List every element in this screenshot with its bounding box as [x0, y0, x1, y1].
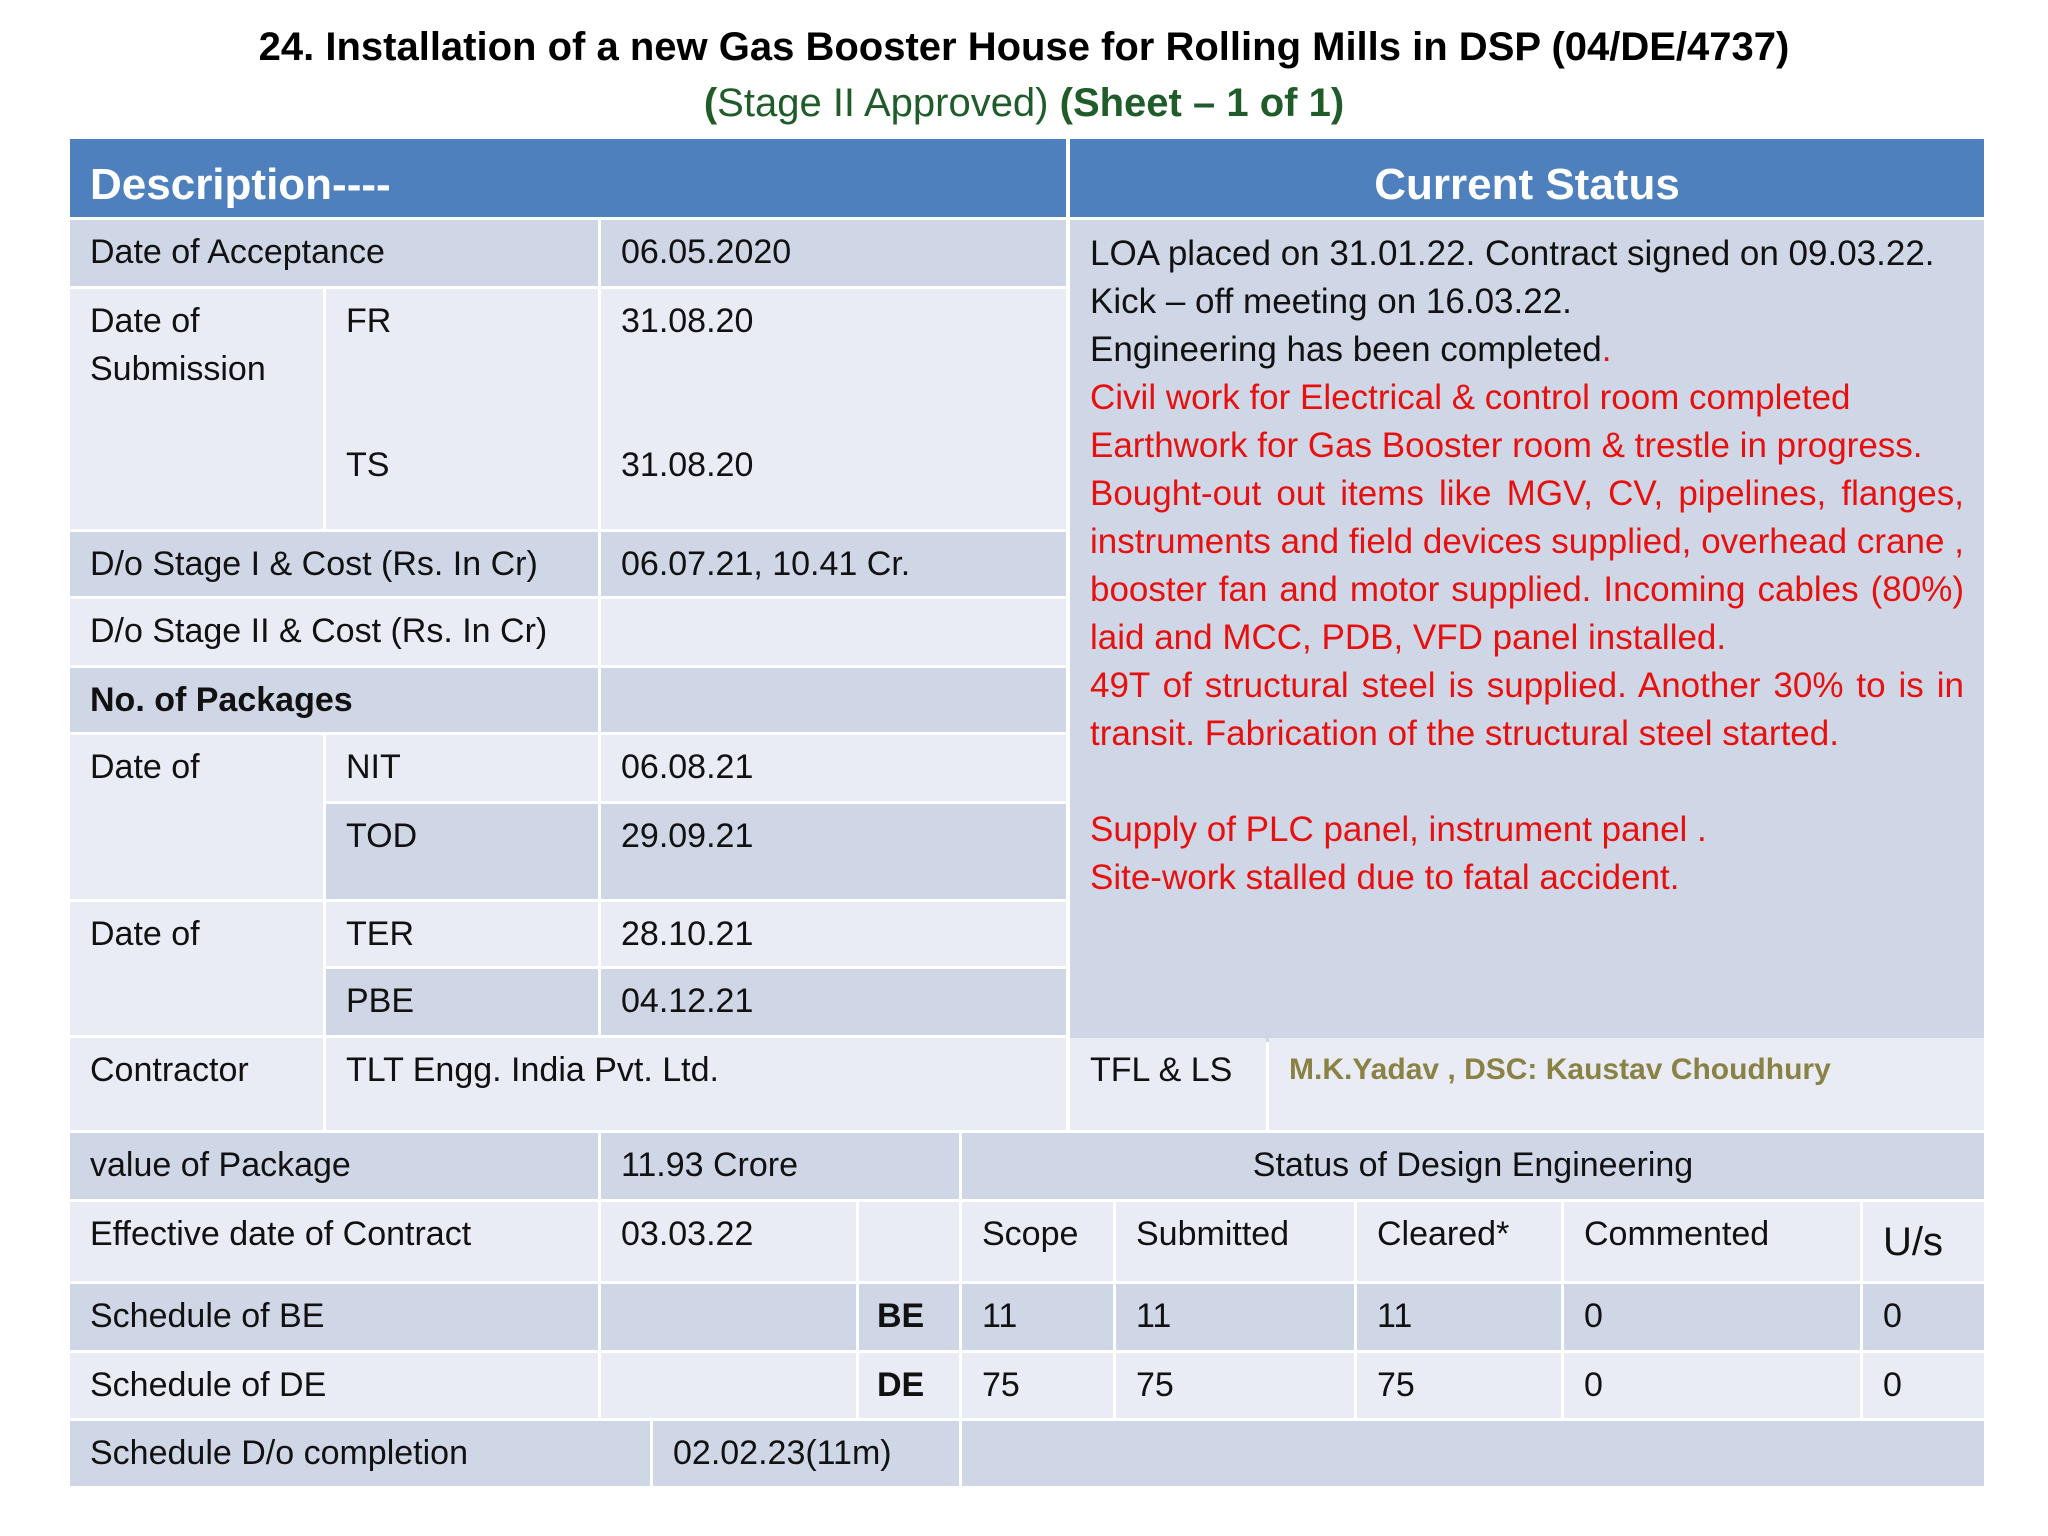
package-value-value: 11.93 Crore	[601, 1133, 959, 1199]
col-commented: Commented	[1564, 1202, 1860, 1281]
status-line-bought-out: Bought-out out items like MGV, CV, pipelines, flanges, instruments and field devices supplied, overhead crane , booster fan and motor supplied. Incoming cables (80%) laid and MCC, PDB, VFD panel installed.	[1090, 474, 1964, 657]
contractor-value: TLT Engg. India Pvt. Ltd.	[326, 1038, 1066, 1130]
submission-types	[326, 289, 598, 529]
effective-date-value: 03.03.22	[601, 1202, 856, 1281]
page-subtitle	[0, 76, 2048, 130]
tod-value: 29.09.21	[601, 804, 1066, 899]
fr-label: FR	[346, 302, 392, 340]
de-scope: 75	[962, 1353, 1113, 1418]
nit-value: 06.08.21	[601, 735, 1066, 801]
submission-label: Date of Submission	[70, 289, 323, 529]
subtitle-stage: Stage II Approved)	[717, 81, 1049, 125]
be-submitted: 11	[1116, 1284, 1354, 1350]
be-blank	[601, 1284, 856, 1350]
contractor-label: Contractor	[70, 1038, 323, 1130]
ts-label: TS	[346, 446, 390, 484]
description-header: Description----	[70, 139, 1066, 217]
stage2-label: D/o Stage II & Cost (Rs. In Cr)	[70, 599, 598, 665]
pbe-label: PBE	[326, 969, 598, 1035]
col-us: U/s	[1863, 1202, 1984, 1281]
fr-value: 31.08.20	[621, 302, 754, 340]
status-line-site-work: Site-work stalled due to fatal accident.	[1090, 858, 1680, 897]
packages-label: No. of Packages	[70, 668, 598, 732]
subtitle-open: (	[703, 81, 718, 125]
effective-date-label: Effective date of Contract	[70, 1202, 598, 1281]
date-of-tender-label: Date of	[70, 735, 323, 899]
status-line-kickoff: Kick – off meeting on 16.03.22.	[1090, 282, 1572, 321]
stage2-value	[601, 599, 1066, 665]
packages-value	[601, 668, 1066, 732]
tfl-label: TFL & LS	[1070, 1038, 1266, 1130]
status-line-civil: Civil work for Electrical & control room completed	[1090, 378, 1851, 417]
status-line-loa: LOA placed on 31.01.22. Contract signed on 09.03.22.	[1090, 234, 1935, 273]
completion-blank	[962, 1421, 1984, 1486]
de-blank	[601, 1353, 856, 1418]
stage1-value: 06.07.21, 10.41 Cr.	[601, 532, 1066, 596]
status-line-earthwork: Earthwork for Gas Booster room & trestle in progress.	[1090, 426, 1923, 465]
col-cleared: Cleared*	[1357, 1202, 1561, 1281]
design-engineering-header: Status of Design Engineering	[962, 1133, 1984, 1199]
date-of-evaluation-label: Date of	[70, 902, 323, 1035]
completion-label: Schedule D/o completion	[70, 1421, 650, 1486]
stage1-label: D/o Stage I & Cost (Rs. In Cr)	[70, 532, 598, 596]
nit-label: NIT	[326, 735, 598, 801]
col-submitted: Submitted	[1116, 1202, 1354, 1281]
ter-value: 28.10.21	[601, 902, 1066, 966]
be-label: Schedule of BE	[70, 1284, 598, 1350]
submission-values	[601, 289, 1066, 529]
status-line-steel: 49T of structural steel is supplied. Another 30% to is in transit. Fabrication of the structural steel started.	[1090, 666, 1964, 753]
tod-label: TOD	[326, 804, 598, 899]
de-commented: 0	[1564, 1353, 1860, 1418]
de-us: 0	[1863, 1353, 1984, 1418]
be-commented: 0	[1564, 1284, 1860, 1350]
tfl-value: M.K.Yadav , DSC: Kaustav Choudhury	[1269, 1038, 1984, 1130]
acceptance-label: Date of Acceptance	[70, 220, 598, 286]
de-tag: DE	[859, 1353, 959, 1418]
acceptance-value: 06.05.2020	[601, 220, 1066, 286]
ts-value: 31.08.20	[621, 446, 754, 484]
package-value-label: value of Package	[70, 1133, 598, 1199]
effective-date-spacer	[859, 1202, 959, 1281]
de-cleared: 75	[1357, 1353, 1561, 1418]
be-us: 0	[1863, 1284, 1984, 1350]
be-scope: 11	[962, 1284, 1113, 1350]
de-submitted: 75	[1116, 1353, 1354, 1418]
be-tag: BE	[859, 1284, 959, 1350]
subtitle-sheet: (Sheet – 1 of 1)	[1059, 81, 1345, 125]
completion-value: 02.02.23(11m)	[653, 1421, 959, 1486]
pbe-value: 04.12.21	[601, 969, 1066, 1035]
de-label: Schedule of DE	[70, 1353, 598, 1418]
current-status-header: Current Status	[1070, 139, 1984, 217]
status-line-plc: Supply of PLC panel, instrument panel .	[1090, 810, 1707, 849]
status-line-engineering: Engineering has been completed.	[1090, 330, 1612, 369]
col-scope: Scope	[962, 1202, 1113, 1281]
page-title: 24. Installation of a new Gas Booster House for Rolling Mills in DSP (04/DE/4737)	[258, 25, 1790, 69]
ter-label: TER	[326, 902, 598, 966]
be-cleared: 11	[1357, 1284, 1561, 1350]
current-status-text	[1070, 220, 1984, 1042]
